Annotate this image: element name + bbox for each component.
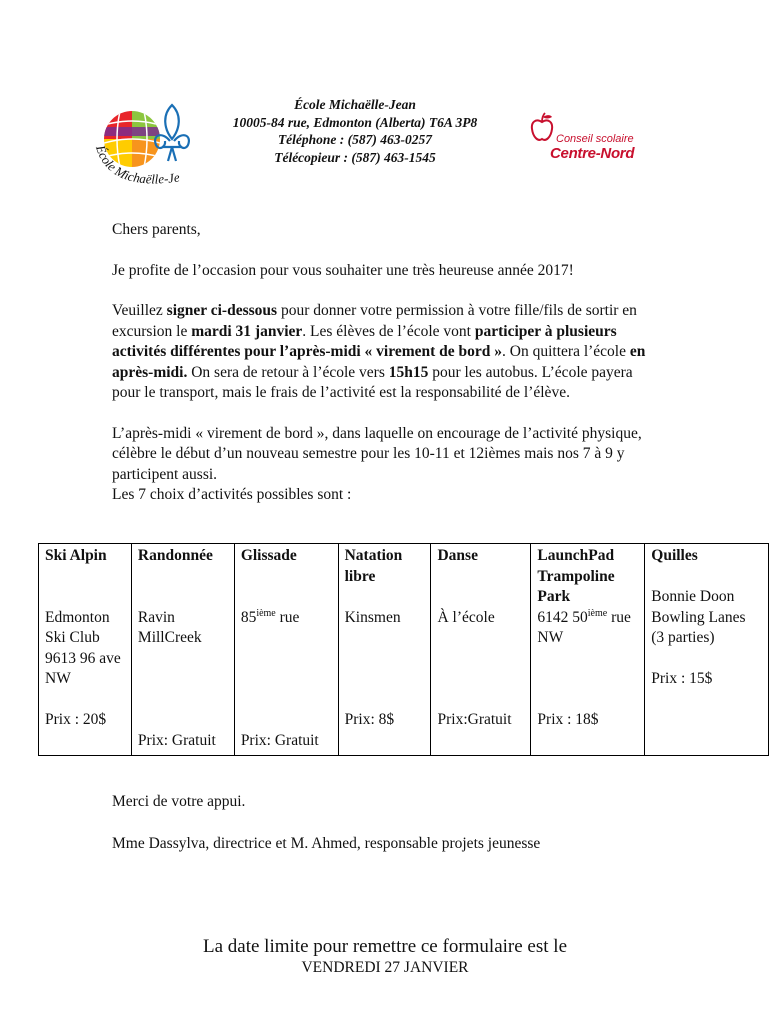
- board-logo-line1: Conseil scolaire: [556, 133, 634, 145]
- activity-name: Danse: [437, 547, 478, 564]
- school-logo-text: École Michaëlle-Je: [93, 143, 181, 187]
- activity-price: Prix: 8$: [344, 711, 395, 728]
- activity-place: À l’école: [437, 608, 495, 626]
- activity-name: Quilles: [651, 547, 698, 564]
- activity-cell: [531, 544, 645, 756]
- letterhead: [200, 96, 510, 166]
- board-logo-line2: Centre-Nord: [550, 145, 635, 162]
- activity-price: Prix : 20$: [45, 711, 107, 728]
- school-logo: [82, 95, 194, 199]
- school-phone: Téléphone : (587) 463-0257: [277, 132, 433, 147]
- signature: Mme Dassylva, directrice et M. Ahmed, responsable projets jeunesse: [112, 834, 541, 852]
- activity-place: Kinsmen: [344, 608, 401, 626]
- activities-intro: Les 7 choix d’activités possibles sont :: [112, 486, 352, 503]
- activity-cell: [234, 544, 338, 756]
- letter-body: [112, 220, 657, 506]
- globe-fleur-de-lis-icon: [82, 95, 194, 199]
- activity-cell: [39, 544, 132, 756]
- deadline-date: VENDREDI 27 JANVIER: [301, 959, 469, 976]
- activity-name: Randonnée: [137, 547, 213, 564]
- school-name: École Michaëlle-Jean: [294, 97, 416, 112]
- activity-place: Bonnie Doon Bowling Lanes (3 parties): [651, 588, 746, 646]
- new-year-wishes: Je profite de l’occasion pour vous souhaiter une très heureuse année 2017!: [112, 261, 574, 279]
- activities-row: [39, 544, 769, 756]
- closing: [112, 792, 540, 875]
- school-address: 10005-84 rue, Edmonton (Alberta) T6A 3P8: [232, 114, 478, 130]
- activity-name: Ski Alpin: [45, 547, 107, 564]
- activity-cell: [131, 544, 234, 756]
- deadline-line1: La date limite pour remettre ce formulaire est le: [203, 936, 567, 957]
- event-description: L’après-midi « virement de bord », dans laquelle on encourage de l’activité physique, célèbre le début d’un nouveau semestre pour les 10-11 et 12ièmes mais nos 7 à 9 y participent aussi.: [112, 424, 642, 483]
- apple-icon: [530, 112, 554, 144]
- school-fax: Télécopieur : (587) 463-1545: [274, 149, 436, 165]
- greeting: Chers parents,: [112, 221, 201, 238]
- activity-price: Prix : 18$: [537, 711, 599, 728]
- activity-place: 6142 50ième rue NW: [537, 607, 631, 646]
- activity-cell: [431, 544, 531, 756]
- activity-place: Ravin MillCreek: [137, 608, 202, 646]
- thanks: Merci de votre appui.: [112, 793, 246, 810]
- activity-place: Edmonton Ski Club 9613 96 ave NW: [45, 608, 121, 687]
- activity-name: Natation libre: [344, 547, 403, 585]
- activity-price: Prix: Gratuit: [137, 731, 216, 749]
- activities-table: [38, 543, 769, 756]
- activity-name: Glissade: [240, 547, 297, 564]
- board-logo: [526, 112, 636, 168]
- activity-name: LaunchPad Trampoline Park: [537, 547, 615, 605]
- activity-place: 85ième rue: [240, 607, 300, 626]
- activity-price: Prix:Gratuit: [437, 711, 512, 728]
- activity-cell: [338, 544, 431, 756]
- activity-price: Prix : 15$: [651, 670, 713, 687]
- activity-cell: [645, 544, 769, 756]
- permission-paragraph: Veuillez signer ci-dessous pour donner votre permission à votre fille/fils de sortir en excursion le mardi 31 janvier. Les élèves de l’école vont participer à plusieurs activités différentes pour l’après-midi « virement de bord ». On quittera l’école en après-midi. On sera de retour à l’école vers 15h15 pour les autobus. L’école payera pour le transport, mais le frais de l’activité est la responsabilité de l’élève.: [112, 302, 646, 401]
- activity-price: Prix: Gratuit: [240, 731, 319, 749]
